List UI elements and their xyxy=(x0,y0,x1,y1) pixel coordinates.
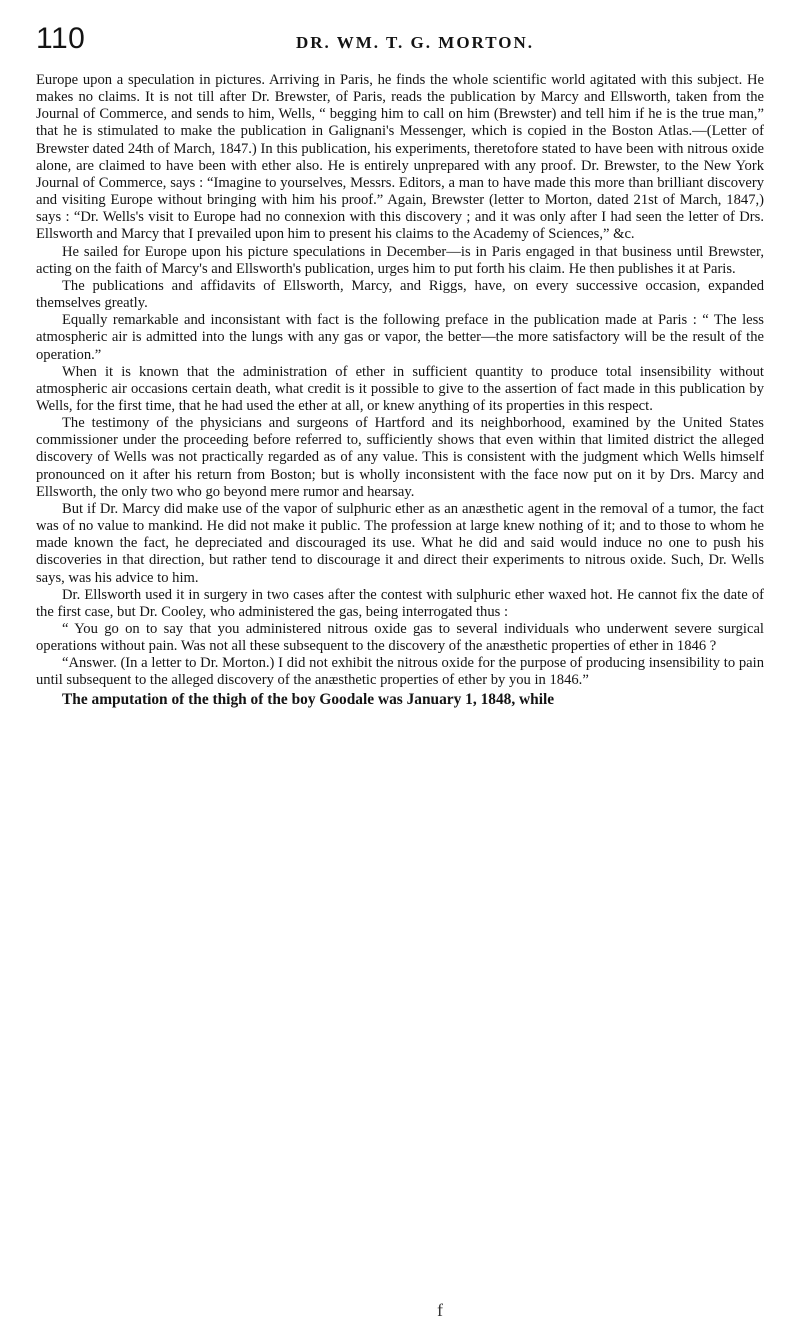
book-page xyxy=(36,22,764,709)
paragraph: “ You go on to say that you administered nitrous oxide gas to several individuals who underwent severe surgical operations without pain. Was not all these subsequent to the discovery of the anæsthetic properties of ether in 1846 ? xyxy=(36,621,764,655)
footer-mark: f xyxy=(437,1300,443,1320)
paragraph: He sailed for Europe upon his picture speculations in December—is in Paris engaged in that business until Brewster, acting on the faith of Marcy's and Ellsworth's publication, urges him to put forth his claim. He then publishes it at Paris. xyxy=(36,243,764,277)
page-header xyxy=(36,22,764,66)
paragraph: The testimony of the physicians and surgeons of Hartford and its neighborhood, examined by the United States commissioner under the proceeding before referred to, sufficiently shows that even within that limited district the alleged discovery of Wells was not practically regarded as of any value. This is consistent with the judgment which Wells himself pronounced on it after his return from Boston; but is wholly inconsistent with the face now put on it by Drs. Marcy and Ellsworth, the only two who go beyond mere rumor and hearsay. xyxy=(36,415,764,500)
page-number: 110 xyxy=(36,22,86,55)
running-head: DR. WM. T. G. MORTON. xyxy=(296,33,535,52)
paragraph: The publications and affidavits of Ellsworth, Marcy, and Riggs, have, on every successive occasion, expanded themselves greatly. xyxy=(36,277,764,312)
paragraph: “Answer. (In a letter to Dr. Morton.) I did not exhibit the nitrous oxide for the purpose of producing insensibility to pain until subsequent to the alleged discovery of the anæsthetic properties of ether by you in 1846.” xyxy=(36,655,764,689)
paragraph: Equally remarkable and inconsistant with fact is the following preface in the publication made at Paris : “ The less atmospheric air is admitted into the lungs with any gas or vapor, the better—the more satisfactory will be the result of the operation.” xyxy=(36,312,764,363)
paragraph: Dr. Ellsworth used it in surgery in two cases after the contest with sulphuric ether waxed hot. He cannot fix the date of the first case, but Dr. Cooley, who administered the gas, being interrogated thus : xyxy=(36,586,764,620)
body-text xyxy=(36,72,764,709)
paragraph: When it is known that the administration of ether in sufficient quantity to produce total insensibility without atmospheric air occasions certain death, what credit is it possible to give to the assertion of fact made in this publication by Wells, for the first time, that he had used the ether at all, or knew anything of its properties in this respect. xyxy=(36,363,764,414)
paragraph: But if Dr. Marcy did make use of the vapor of sulphuric ether as an anæsthetic agent in the removal of a tumor, the fact was of no value to mankind. He did not make it public. The profession at large knew nothing of it; and to those to whom he made known the fact, he depreciated and discouraged its use. What he did and said would induce no one to push his discoveries in that direction, but rather tend to discourage it and direct their experiments to nitrous oxide. Such, Dr. Wells says, was his advice to him. xyxy=(36,500,764,586)
paragraph: Europe upon a speculation in pictures. Arriving in Paris, he finds the whole scientific world agitated with this subject. He makes no claims. It is not till after Dr. Brewster, of Paris, reads the publication by Marcy and Ellsworth, taken from the Journal of Commerce, and sends to him, Wells, “ begging him to call on him (Brewster) and tell him if he is the true man,” that he is stimulated to make the publication in Galignani's Messenger, which is copied in the Boston Atlas.—(Letter of Brewster dated 24th of March, 1847.) In this publication, his experiments, theretofore stated to have been with nitrous oxide alone, are claimed to have been with ether also. He is entirely unprepared with any proof. Dr. Brewster, to the New York Journal of Commerce, says : “Imagine to yourselves, Messrs. Editors, a man to have made this more than brilliant discovery and visiting Europe without bringing with him his proof.” Again, Brewster (letter to Morton, dated 21st of March, 1847,) says : “Dr. Wells's visit to Europe had no connexion with this discovery ; and it was only after I had seen the letter of Drs. Ellsworth and Marcy that I prevailed upon him to present his claims to the Academy of Sciences,” &c. xyxy=(36,72,764,243)
paragraph: The amputation of the thigh of the boy Goodale was January 1, 1848, while xyxy=(62,690,555,708)
